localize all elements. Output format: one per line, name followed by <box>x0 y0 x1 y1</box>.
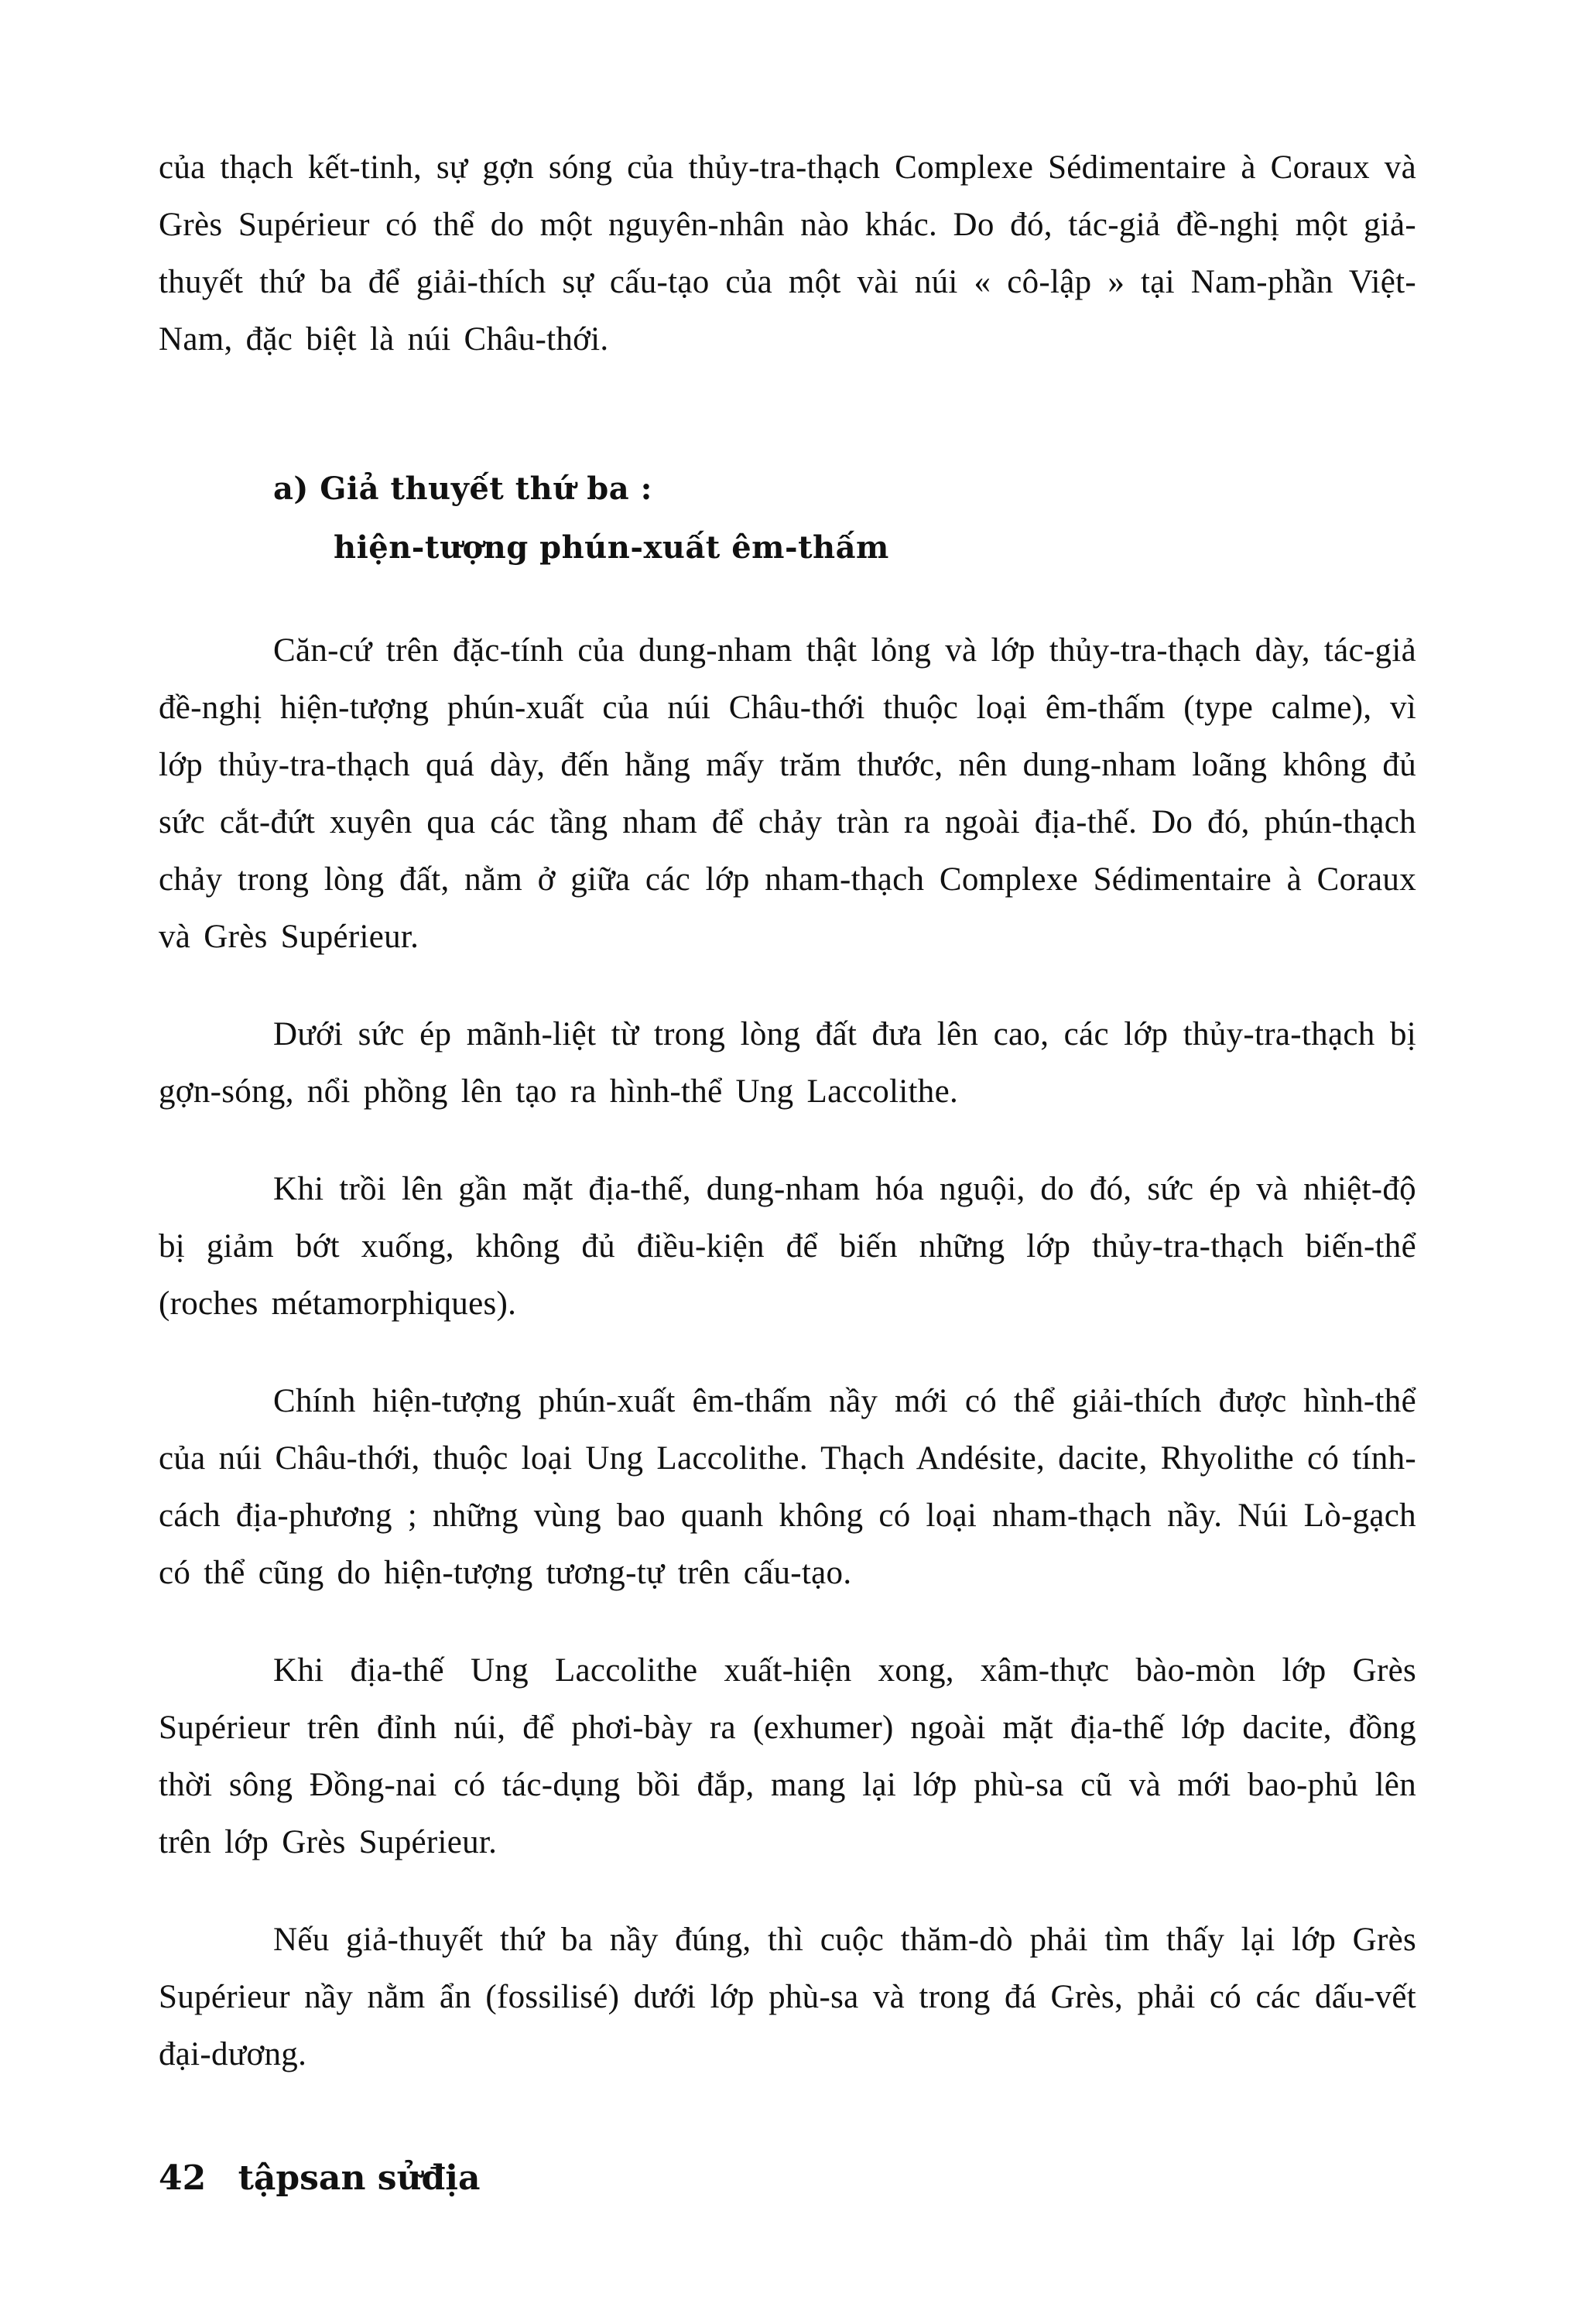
section-subheading: hiện-tượng phún-xuất êm-thấm <box>334 529 889 566</box>
publication-name: tậpsan sửđịa <box>238 2158 481 2198</box>
intro-paragraph: của thạch kết-tinh, sự gợn sóng của thủy-tra-thạch Complexe Sédimentaire à Coraux và Grès Supérieur có thể do một nguyên-nhân nào khác. Do đó, tác-giả đề-nghị một giả-thuyết thứ ba để giải-thích sự cấu-tạo của một vài núi « cô-lập » tại Nam-phần Việt-Nam, đặc biệt là núi Châu-thới. <box>159 149 1416 358</box>
section-heading: a) Giả thuyết thứ ba : <box>273 471 652 507</box>
body-paragraph-6: Nếu giả-thuyết thứ ba nầy đúng, thì cuộc thăm-dò phải tìm thấy lại lớp Grès Supérieur nầy nằm ẩn (fossilisé) dưới lớp phù-sa và trong đá Grès, phải có các dấu-vết đại-dương. <box>159 1922 1416 2072</box>
body-paragraph-5: Khi địa-thế Ung Laccolithe xuất-hiện xong, xâm-thực bào-mòn lớp Grès Supérieur trên đỉnh núi, để phơi-bày ra (exhumer) ngoài mặt địa-thế lớp dacite, đồng thời sông Đồng-nai có tác-dụng bồi đắp, mang lại lớp phù-sa cũ và mới bao-phủ lên trên lớp Grès Supérieur. <box>159 1652 1416 1860</box>
page-number: 42 <box>159 2158 207 2198</box>
body-paragraph-3: Khi trồi lên gần mặt địa-thế, dung-nham hóa nguội, do đó, sức ép và nhiệt-độ bị giảm bớt xuống, không đủ điều-kiện để biến những lớp thủy-tra-thạch biến-thể (roches métamorphiques). <box>159 1171 1416 1322</box>
body-paragraph-4: Chính hiện-tượng phún-xuất êm-thấm nầy mới có thể giải-thích được hình-thể của núi Châu-thới, thuộc loại Ung Laccolithe. Thạch Andésite, dacite, Rhyolithe có tính-cách địa-phương ; những vùng bao quanh không có loại nham-thạch nầy. Núi Lò-gạch có thể cũng do hiện-tượng tương-tự trên cấu-tạo. <box>159 1383 1416 1591</box>
page-footer <box>159 2155 481 2202</box>
section-heading-block <box>273 460 1416 577</box>
page-body <box>159 139 1416 2083</box>
body-paragraph-2: Dưới sức ép mãnh-liệt từ trong lòng đất đưa lên cao, các lớp thủy-tra-thạch bị gợn-sóng, nổi phồng lên tạo ra hình-thể Ung Laccolithe. <box>159 1016 1416 1110</box>
body-paragraph-1: Căn-cứ trên đặc-tính của dung-nham thật lỏng và lớp thủy-tra-thạch dày, tác-giả đề-nghị hiện-tượng phún-xuất của núi Châu-thới thuộc loại êm-thấm (type calme), vì lớp thủy-tra-thạch quá dày, đến hằng mấy trăm thước, nên dung-nham loãng không đủ sức cắt-đứt xuyên qua các tầng nham để chảy tràn ra ngoài địa-thế. Do đó, phún-thạch chảy trong lòng đất, nằm ở giữa các lớp nham-thạch Complexe Sédimentaire à Coraux và Grès Supérieur. <box>159 632 1416 955</box>
